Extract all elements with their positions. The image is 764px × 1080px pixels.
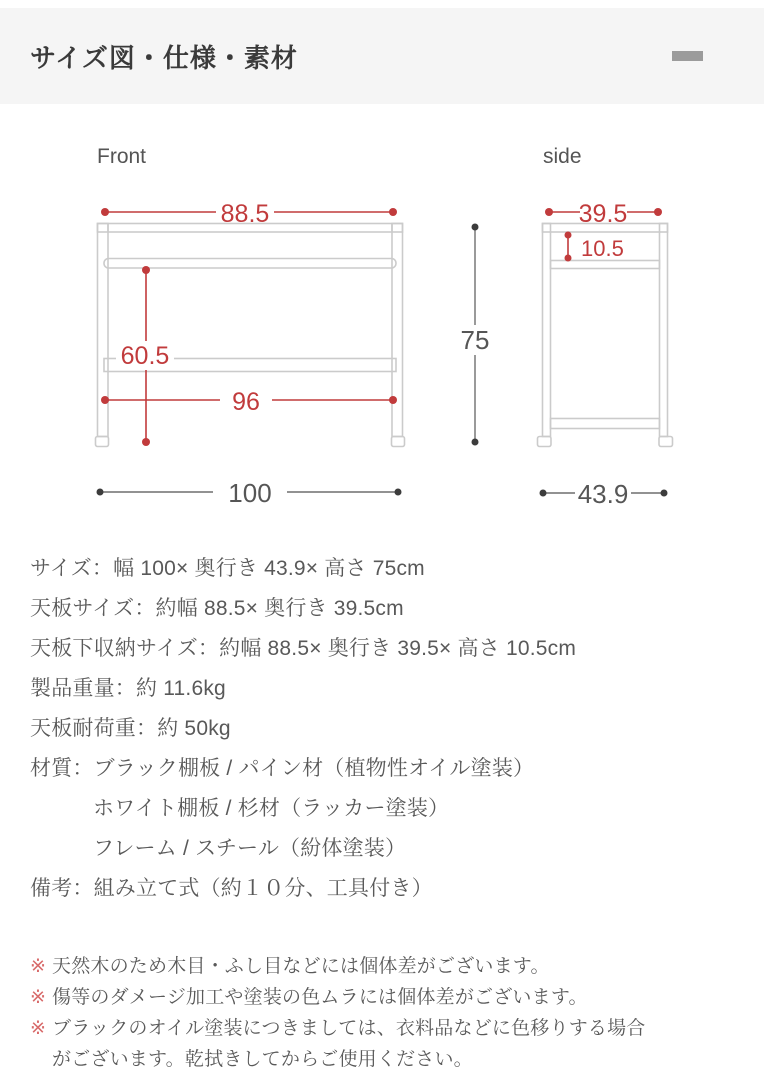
minus-icon (672, 51, 703, 61)
note-text: 傷等のダメージ加工や塗装の色ムラには個体差がございます。 (52, 987, 588, 1008)
dim-side-top-depth-value: 39.5 (578, 200, 628, 228)
size-diagram-svg (0, 130, 764, 522)
spec-line-load-capacity: 天板耐荷重：約 50kg (30, 717, 231, 740)
spec-line-material-frame: フレーム / スチール（紛体塗装） (93, 837, 407, 860)
note-item (30, 1013, 734, 1075)
spec-list (30, 549, 734, 909)
dim-front-inner-width-value: 96 (232, 388, 260, 416)
note-text: 天然木のため木目・ふし目などには個体差がございます。 (52, 956, 550, 977)
section-header (0, 8, 764, 104)
spec-line-remarks: 備考：組み立て式（約１０分、工具付き） (30, 877, 433, 900)
collapse-button[interactable] (672, 43, 703, 69)
spec-line-weight: 製品重量：約 11.6kg (30, 677, 226, 700)
spec-line-material-white: ホワイト棚板 / 杉材（ラッカー塗装） (93, 797, 450, 820)
dim-front-under-shelf-height (116, 266, 174, 446)
dim-front-total-width (97, 478, 402, 508)
spec-line-tabletop-size: 天板サイズ：約幅 88.5× 奥行き 39.5cm (30, 597, 404, 620)
spec-line-size: サイズ：幅 100× 奥行き 43.9× 高さ 75cm (30, 557, 425, 580)
dim-side-total-depth-value: 43.9 (577, 479, 629, 509)
dim-total-height (455, 224, 495, 446)
note-text: ブラックのオイル塗装につきましては、衣料品などに色移りする場合がございます。乾拭きしてからご使用ください。 (52, 1018, 646, 1070)
size-diagram (0, 130, 764, 527)
dim-front-total-width-value: 100 (228, 478, 272, 508)
dim-front-under-shelf-height-value: 60.5 (120, 342, 170, 370)
spec-line-material-black: 材質：ブラック棚板 / パイン材（植物性オイル塗装） (30, 757, 535, 780)
note-asterisk: ※ (30, 987, 46, 1008)
dim-front-top-width-value: 88.5 (220, 200, 270, 228)
spec-line-storage-size: 天板下収納サイズ：約幅 88.5× 奥行き 39.5× 高さ 10.5cm (30, 637, 577, 660)
note-asterisk: ※ (30, 956, 46, 977)
dim-side-storage-height (565, 232, 624, 262)
note-asterisk: ※ (30, 1018, 46, 1039)
dim-side-total-depth (540, 479, 668, 509)
notes-list (30, 951, 734, 1075)
section-title: サイズ図・仕様・素材 (30, 42, 298, 73)
note-item (30, 982, 734, 1013)
top-margin (0, 0, 764, 8)
front-view (96, 145, 496, 508)
dim-total-height-value: 75 (460, 325, 490, 355)
side-view (538, 145, 673, 509)
front-view-label: Front (97, 145, 147, 168)
dim-side-storage-height-value: 10.5 (581, 236, 624, 261)
note-item (30, 951, 734, 982)
side-view-label: side (543, 145, 582, 168)
